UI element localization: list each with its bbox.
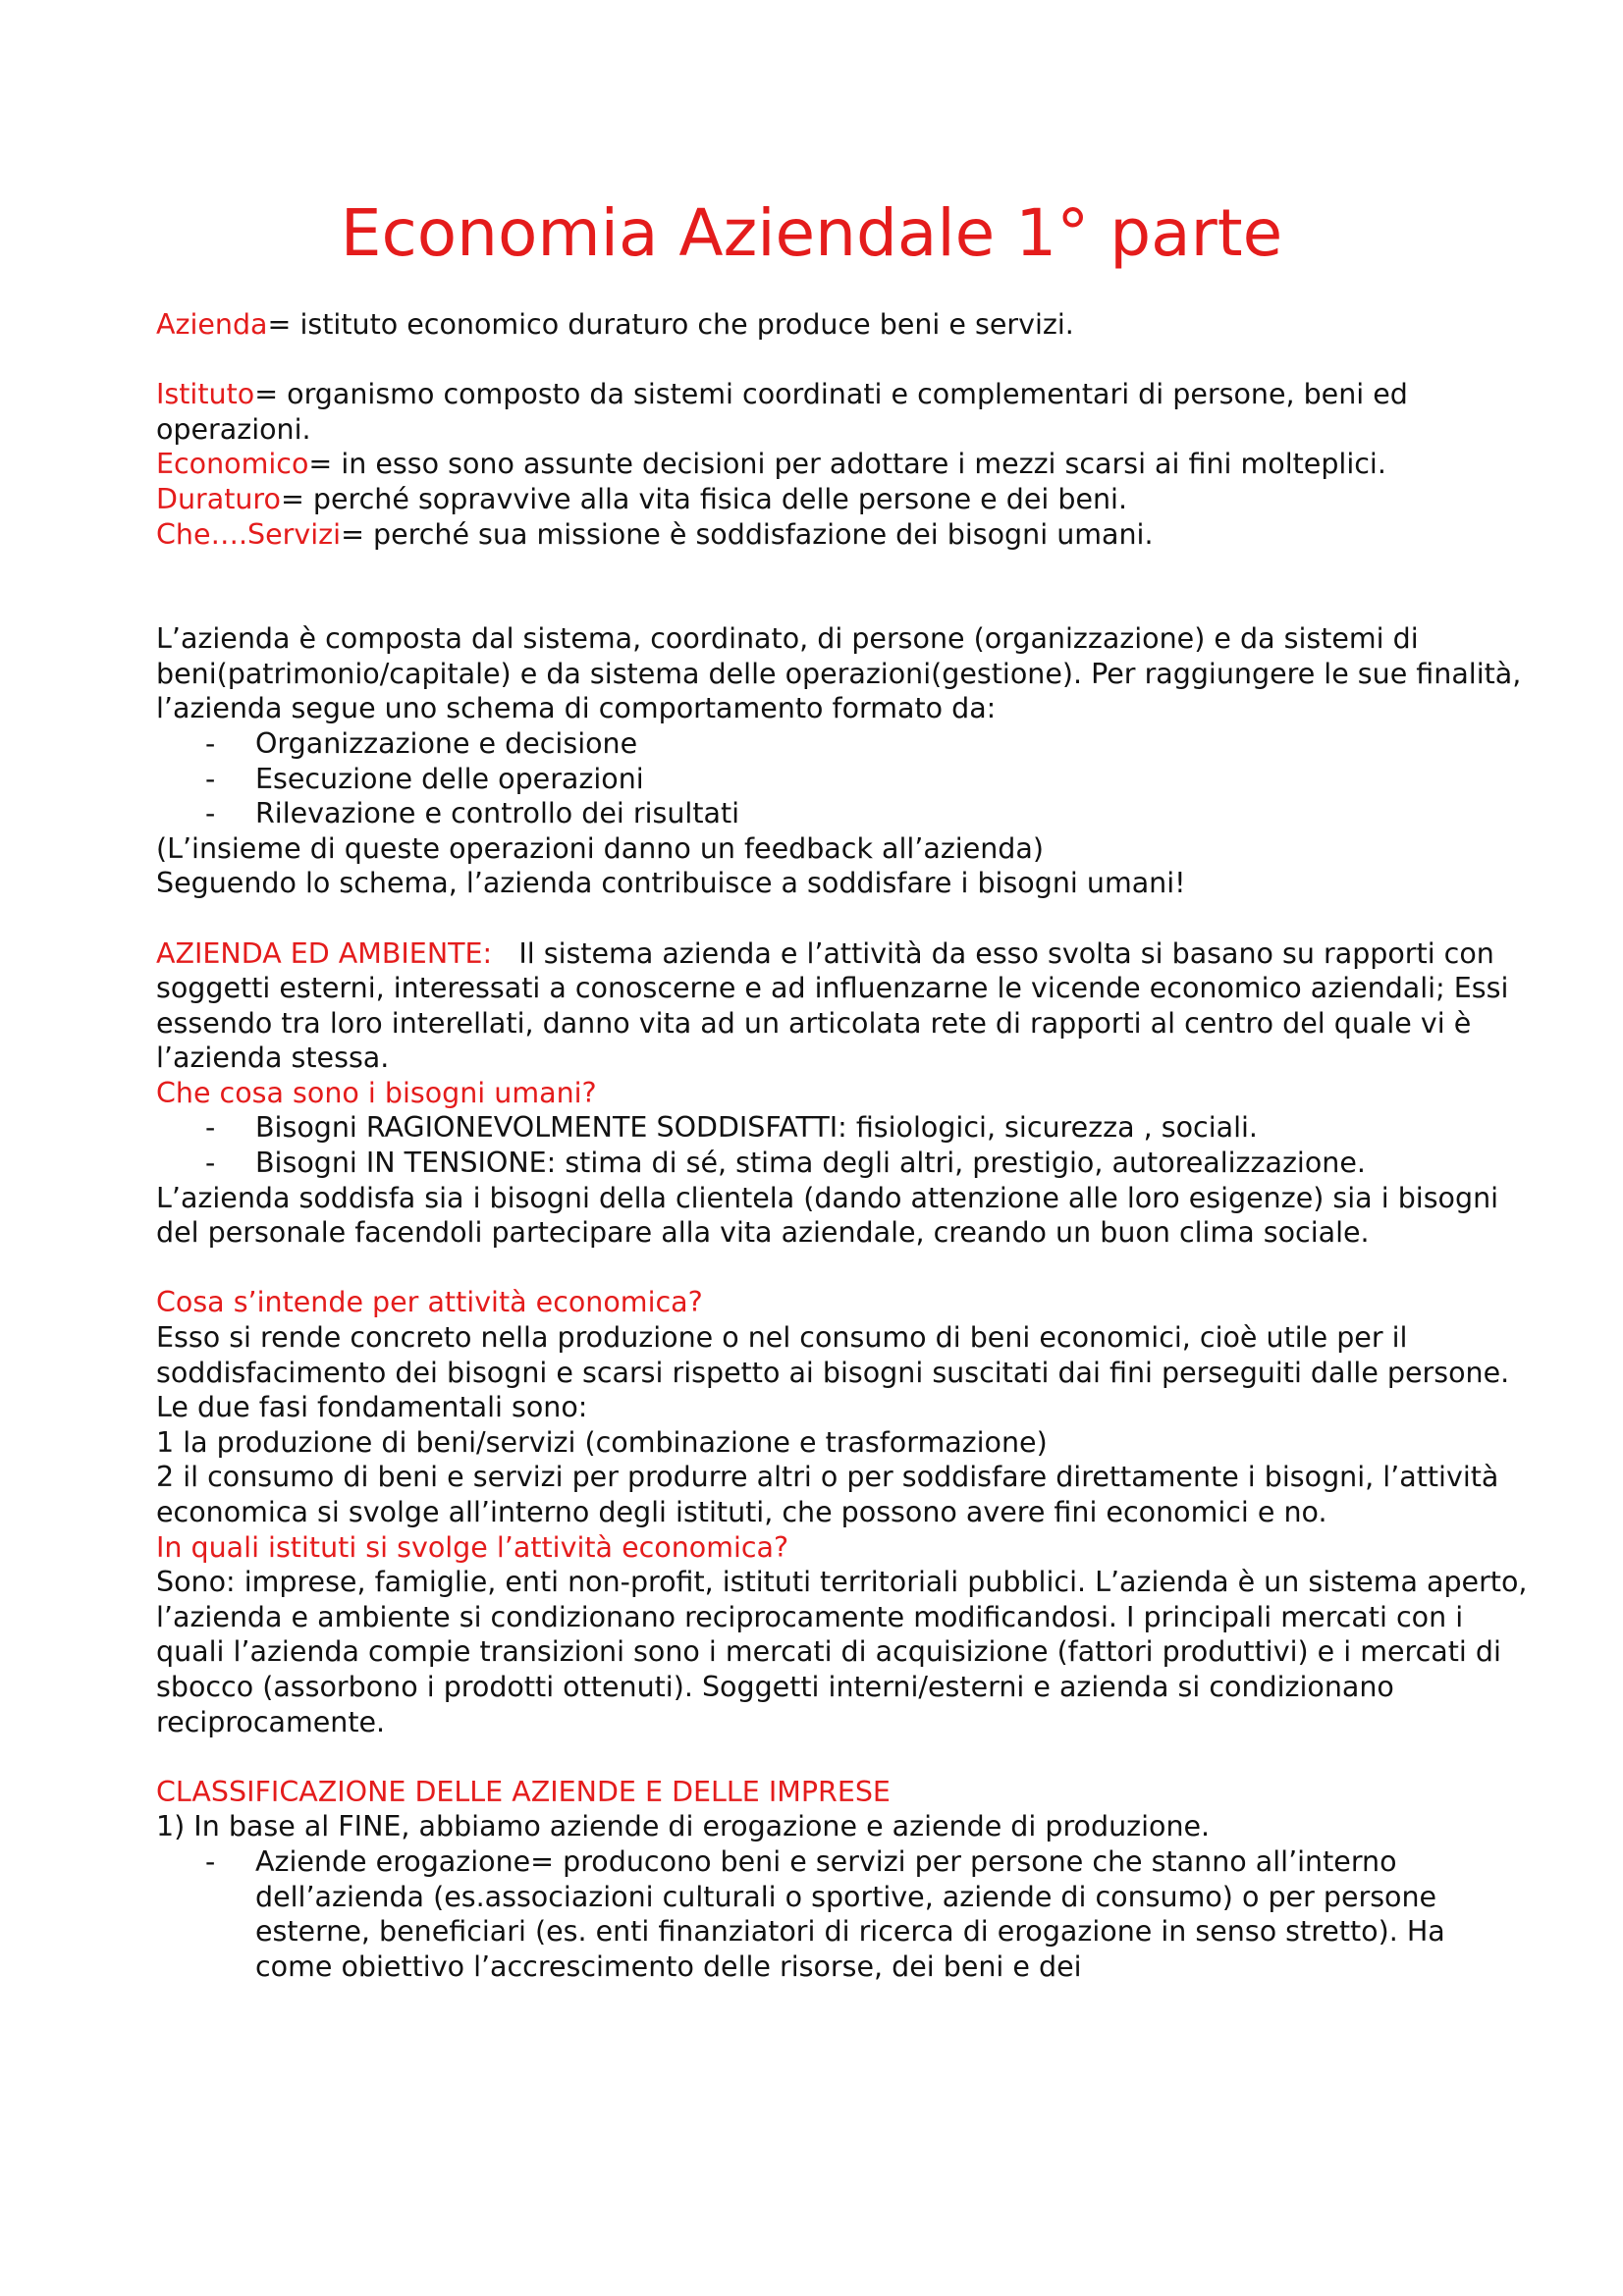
question-heading: Che cosa sono i bisogni umani? xyxy=(156,1076,597,1109)
composition-intro: L’azienda è composta dal sistema, coordinato, di persone (organizzazione) e da sistemi di beni(patrimonio/capitale) e da sistema delle operazioni(gestione). Per raggiungere le sue finalità, l’azienda segue uno schema di comportamento formato da: xyxy=(156,622,1522,725)
attivita-paragraph: 2 il consumo di beni e servizi per produrre altri o per soddisfare direttamente i bisogni, l’attività economica si svolge all’interno degli istituti, che possono avere fini economici e no. xyxy=(156,1461,1499,1528)
classificazione-paragraph: 1) In base al FINE, abbiamo aziende di erogazione e aziende di produzione. xyxy=(156,1810,1211,1843)
list-item: - Esecuzione delle operazioni xyxy=(156,762,1531,797)
question-heading: In quali istituti si svolge l’attività economica? xyxy=(156,1530,789,1564)
attivita-paragraph: Sono: imprese, famiglie, enti non-profit, istituti territoriali pubblici. L’azienda è un sistema aperto, l’azienda e ambiente si condizionano reciprocamente modificandosi. I principali mercati con i quali l’azienda compie transizioni sono i mercati di acquisizione (fattori produttivi) e i mercati di sbocco (assorbono i prodotti ottenuti). Soggetti interni/esterni e azienda si condizionano reciprocamente. xyxy=(156,1566,1528,1738)
definition-duraturo xyxy=(156,482,1531,517)
definition-text: = perché sopravvive alla vita fisica delle persone e dei beni. xyxy=(280,482,1128,515)
definition-istituto xyxy=(156,377,1531,447)
definition-text: = perché sua missione è soddisfazione dei bisogni umani. xyxy=(341,517,1154,551)
document-body xyxy=(156,307,1531,1984)
definition-servizi xyxy=(156,517,1531,553)
spacer xyxy=(156,552,1531,621)
ambiente-conclusion: L’azienda soddisfa sia i bisogni della clientela (dando attenzione alle loro esigenze) sia i bisogni del personale facendoli partecipare alla vita aziendale, creando un buon clima sociale. xyxy=(156,1181,1499,1250)
definition-term: Azienda xyxy=(156,308,268,341)
definition-azienda xyxy=(156,307,1531,343)
spacer xyxy=(156,343,1531,378)
list-item: - Bisogni IN TENSIONE: stima di sé, stima degli altri, prestigio, autorealizzazione. xyxy=(156,1146,1531,1181)
spacer xyxy=(156,1251,1531,1286)
composition-note: (L’insieme di queste operazioni danno un feedback all’azienda) xyxy=(156,831,1044,865)
definition-text: = istituto economico duraturo che produce beni e servizi. xyxy=(267,308,1074,341)
attivita-paragraph: 1 la produzione di beni/servizi (combinazione e trasformazione) xyxy=(156,1425,1048,1459)
list-item: - Bisogni RAGIONEVOLMENTE SODDISFATTI: fisiologici, sicurezza , sociali. xyxy=(156,1110,1531,1146)
definition-term: Che….Servizi xyxy=(156,517,342,551)
definition-text: = in esso sono assunte decisioni per adottare i mezzi scarsi ai fini molteplici. xyxy=(308,448,1386,481)
composition-conclusion: Seguendo lo schema, l’azienda contribuisce a soddisfare i bisogni umani! xyxy=(156,867,1186,900)
definition-term: Istituto xyxy=(156,378,255,411)
ambiente-text: Il sistema azienda e l’attività da esso svolta si basano su rapporti con soggetti esterni, interessati a conoscerne e ad influenzarne le vicende economico aziendali; Essi essendo tra loro interellati, danno vita ad un articolata rete di rapporti al centro del quale vi è l’azienda stessa. xyxy=(156,936,1509,1075)
attivita-paragraph: Esso si rende concreto nella produzione o nel consumo di beni economici, cioè utile per il soddisfacimento dei bisogni e scarsi rispetto ai bisogni suscitati dai fini perseguiti dalle persone. xyxy=(156,1321,1510,1389)
list-item: - Organizzazione e decisione xyxy=(156,726,1531,762)
needs-list xyxy=(156,1110,1531,1180)
classification-list xyxy=(156,1844,1531,1984)
definition-text: = organismo composto da sistemi coordinati e complementari di persone, beni ed operazioni. xyxy=(156,378,1408,446)
section-heading: CLASSIFICAZIONE DELLE AZIENDE E DELLE IMPRESE xyxy=(156,1775,891,1808)
attivita-paragraph: Le due fasi fondamentali sono: xyxy=(156,1391,588,1424)
list-item: - Rilevazione e controllo dei risultati xyxy=(156,796,1531,831)
question-heading: Cosa s’intende per attività economica? xyxy=(156,1286,703,1319)
definition-term: Economico xyxy=(156,448,309,481)
list-item: - Aziende erogazione= producono beni e servizi per persone che stanno all’interno dell’azienda (es.associazioni culturali o sportive, aziende di consumo) o per persone esterne, beneficiari (es. enti finanziatori di ricerca di erogazione in senso stretto). Ha come obiettivo l’accrescimento delle risorse, dei beni e dei xyxy=(156,1844,1531,1984)
definition-economico xyxy=(156,447,1531,482)
definition-term: Duraturo xyxy=(156,482,281,515)
ambiente-paragraph xyxy=(156,936,1531,1076)
section-heading: AZIENDA ED AMBIENTE: xyxy=(156,936,493,970)
spacer xyxy=(156,1739,1531,1775)
behavior-schema-list xyxy=(156,726,1531,831)
page-title: Economia Aziendale 1° parte xyxy=(340,195,1283,271)
spacer xyxy=(156,901,1531,936)
